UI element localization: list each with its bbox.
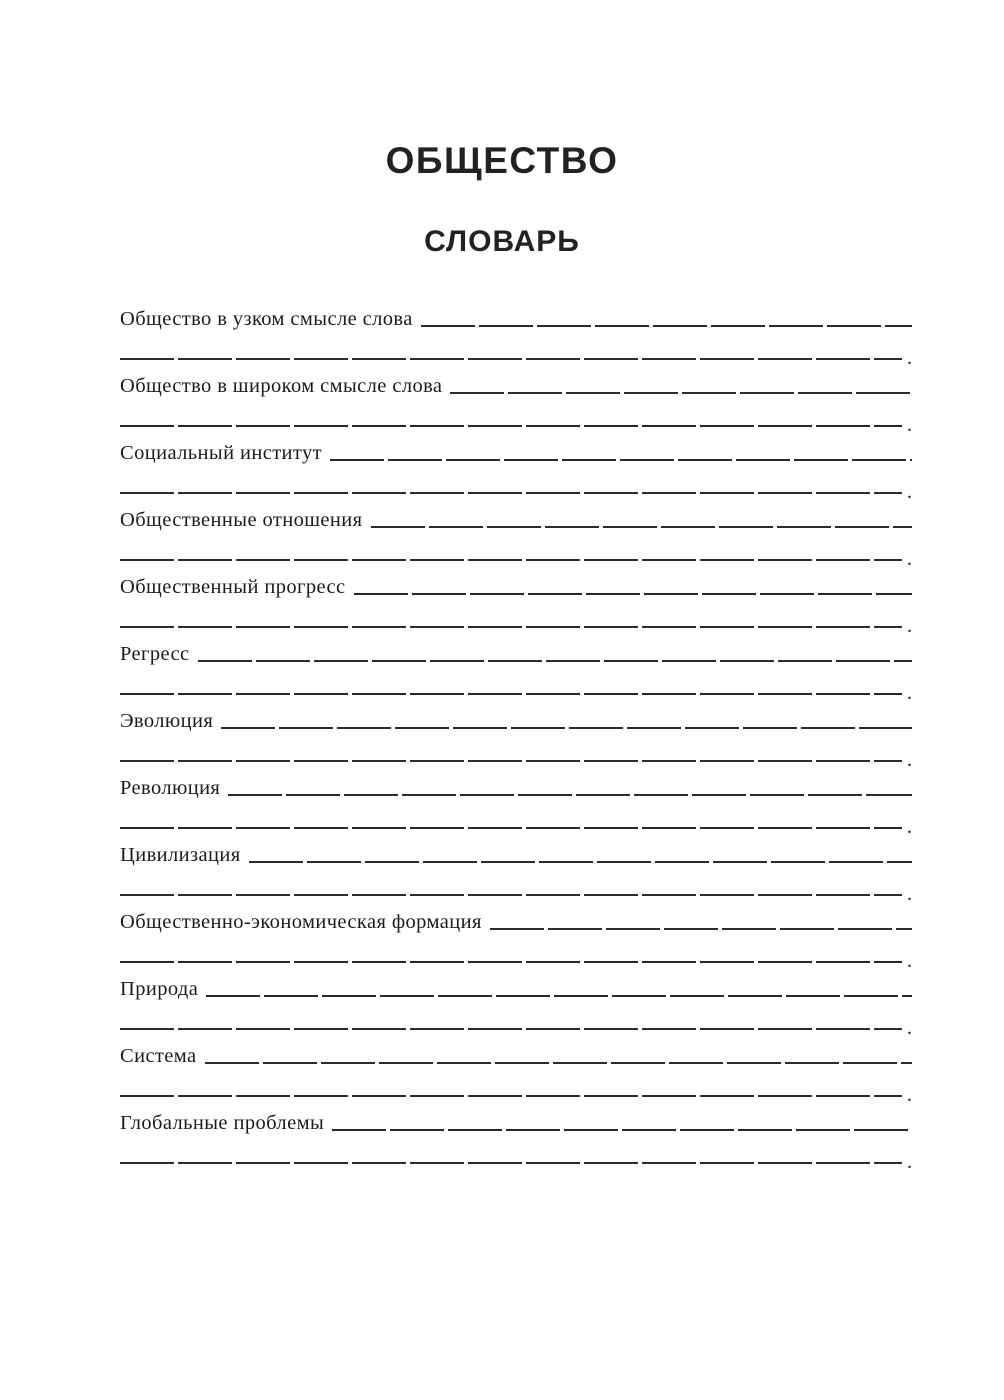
glossary-entry (120, 364, 912, 436)
continuation-line (120, 465, 912, 503)
term-label: Цивилизация (120, 843, 241, 866)
continuation-line (120, 1068, 912, 1106)
continuation-line (120, 800, 912, 838)
glossary-entry (120, 297, 912, 369)
definition-blank-line (490, 928, 912, 930)
definition-blank-line-2 (120, 1095, 902, 1097)
definition-blank-line (206, 995, 912, 997)
glossary-entry (120, 1101, 912, 1173)
term-line (120, 833, 912, 867)
term-label: Природа (120, 977, 199, 1000)
line-terminator: . (906, 949, 912, 972)
term-label: Социальный институт (120, 441, 323, 464)
definition-blank-line (332, 1129, 912, 1131)
term-line (120, 1101, 912, 1135)
line-terminator: . (906, 480, 912, 503)
term-line (120, 364, 912, 398)
definition-blank-line-2 (120, 425, 902, 427)
definition-blank-line-2 (120, 760, 902, 762)
line-terminator: . (906, 1083, 912, 1106)
definition-blank-line-2 (120, 961, 902, 963)
definition-blank-line (421, 325, 912, 327)
definition-blank-line-2 (120, 626, 902, 628)
term-label: Глобальные проблемы (120, 1111, 325, 1134)
definition-blank-line (450, 392, 912, 394)
continuation-line (120, 532, 912, 570)
glossary-entry (120, 967, 912, 1039)
continuation-line (120, 599, 912, 637)
line-terminator: . (906, 882, 912, 905)
line-terminator: . (906, 547, 912, 570)
definition-blank-line (249, 861, 912, 863)
definition-blank-line-2 (120, 827, 902, 829)
line-terminator: . (906, 815, 912, 838)
continuation-line (120, 666, 912, 704)
term-label: Система (120, 1044, 197, 1067)
term-label: Общественный прогресс (120, 575, 346, 598)
glossary-entry (120, 833, 912, 905)
definition-blank-line (330, 459, 912, 461)
term-line (120, 900, 912, 934)
definition-blank-line-2 (120, 559, 902, 561)
definition-blank-line-2 (120, 693, 902, 695)
glossary-entry (120, 431, 912, 503)
glossary-entry (120, 766, 912, 838)
term-label: Регресс (120, 642, 190, 665)
term-label: Эволюция (120, 709, 214, 732)
term-label: Общество в узком смысле слова (120, 307, 413, 330)
glossary-entry (120, 565, 912, 637)
term-line (120, 498, 912, 532)
definition-blank-line-2 (120, 492, 902, 494)
definition-blank-line (371, 526, 913, 528)
continuation-line (120, 398, 912, 436)
definition-blank-line (221, 727, 912, 729)
line-terminator: . (906, 346, 912, 369)
definition-blank-line-2 (120, 1162, 902, 1164)
term-line (120, 766, 912, 800)
page-header (0, 0, 1004, 257)
line-terminator: . (906, 1016, 912, 1039)
line-terminator: . (906, 413, 912, 436)
continuation-line (120, 1135, 912, 1173)
definition-blank-line (228, 794, 912, 796)
definition-blank-line-2 (120, 1028, 902, 1030)
term-line (120, 699, 912, 733)
term-line (120, 967, 912, 1001)
glossary-entry (120, 699, 912, 771)
term-line (120, 565, 912, 599)
definition-blank-line (198, 660, 913, 662)
term-line (120, 431, 912, 465)
definition-blank-line-2 (120, 358, 902, 360)
glossary-entry (120, 632, 912, 704)
term-label: Революция (120, 776, 221, 799)
definition-blank-line (354, 593, 913, 595)
glossary-list (120, 297, 912, 1173)
term-line (120, 632, 912, 666)
continuation-line (120, 867, 912, 905)
glossary-entry (120, 1034, 912, 1106)
glossary-entry (120, 498, 912, 570)
glossary-entry (120, 900, 912, 972)
term-label: Общество в широком смысле слова (120, 374, 443, 397)
line-terminator: . (906, 748, 912, 771)
term-label: Общественно-экономическая формация (120, 910, 482, 933)
continuation-line (120, 331, 912, 369)
continuation-line (120, 1001, 912, 1039)
definition-blank-line (205, 1062, 912, 1064)
continuation-line (120, 733, 912, 771)
term-label: Общественные отношения (120, 508, 363, 531)
continuation-line (120, 934, 912, 972)
term-line (120, 297, 912, 331)
page-subtitle: СЛОВАРЬ (424, 225, 580, 258)
definition-blank-line-2 (120, 894, 902, 896)
line-terminator: . (906, 681, 912, 704)
term-line (120, 1034, 912, 1068)
line-terminator: . (906, 614, 912, 637)
page-title: ОБЩЕСТВО (385, 140, 619, 181)
line-terminator: . (906, 1150, 912, 1173)
